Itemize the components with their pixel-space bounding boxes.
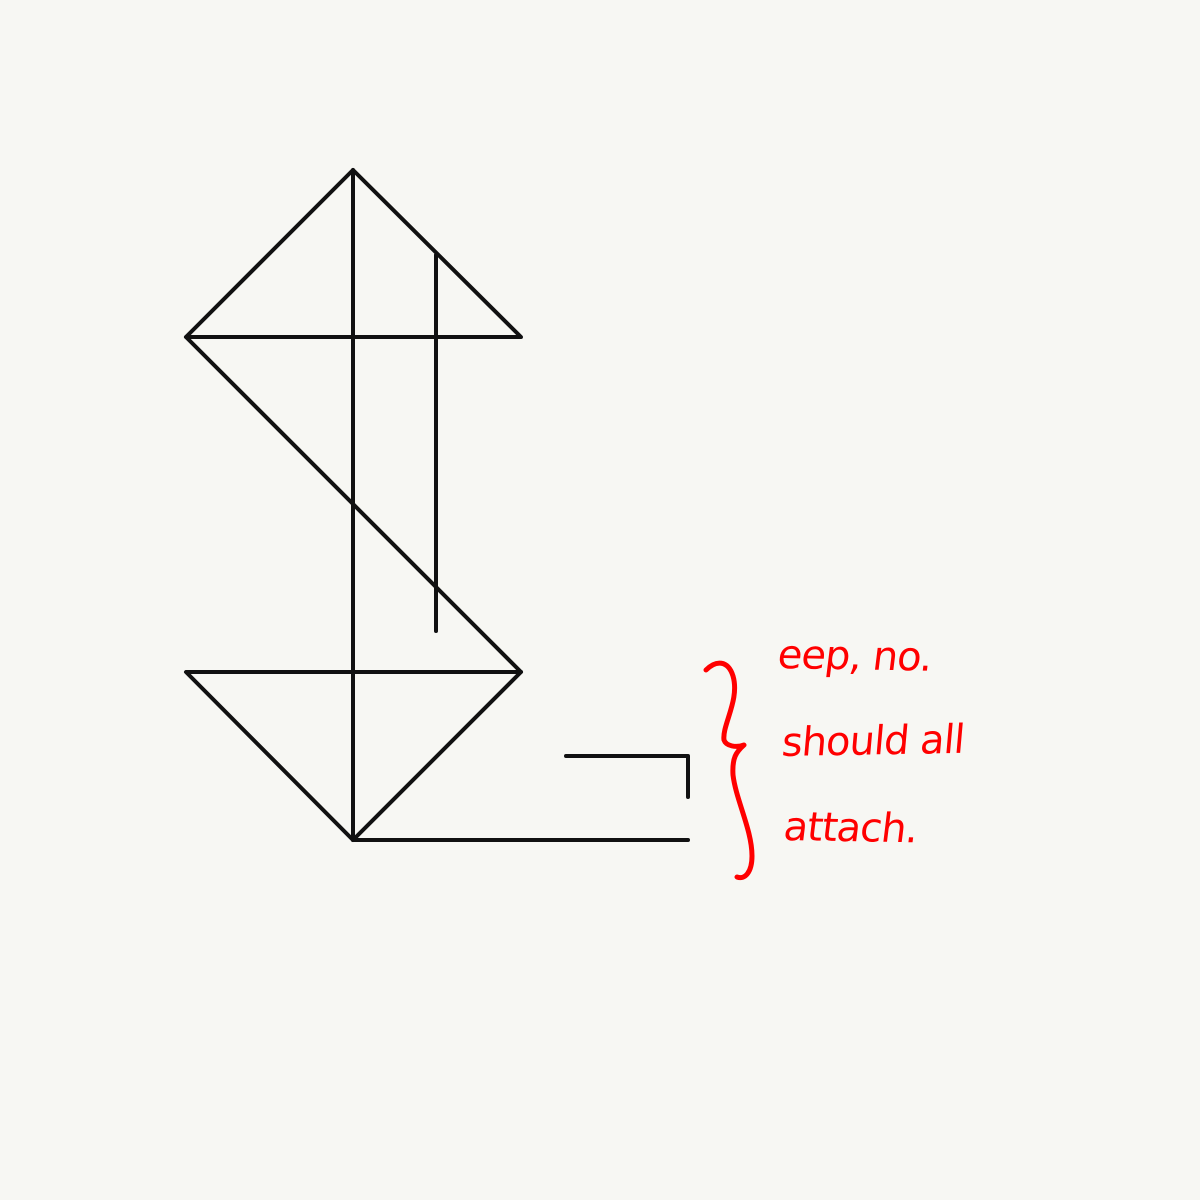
- annotation-line-2: should all: [779, 716, 966, 767]
- annotation-line-1: eep, no.: [775, 632, 935, 681]
- annotation-line-3: attach.: [781, 804, 921, 853]
- curly-brace: [706, 663, 752, 878]
- detached-bracket: [566, 756, 688, 797]
